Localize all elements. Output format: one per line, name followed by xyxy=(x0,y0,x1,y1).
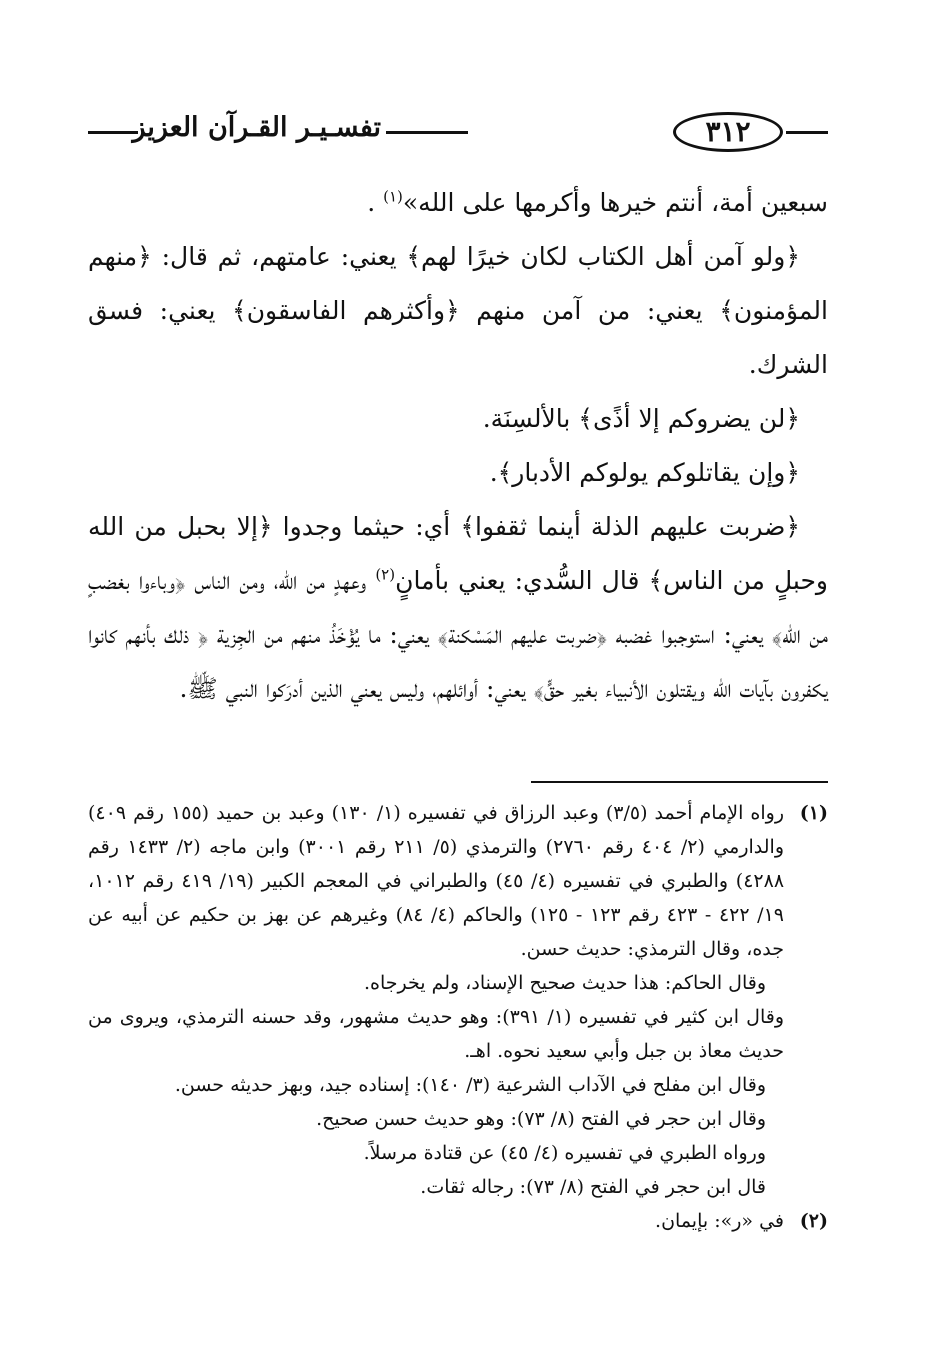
footnote-2 xyxy=(88,1204,828,1238)
footnote-1 xyxy=(88,796,828,1204)
body-paragraph: ﴿ضربت عليهم الذلة أينما ثقفوا﴾ أي: حيثما وجدوا ﴿إلا بحبل من الله وحبلٍ من الناس﴾ قال السُّدي: يعني بأمانٍ$^{(٢)}$ وعهدٍ من الله، ومن الناس ﴿وباءوا بغضبٍ من الله﴾ يعني: استوجبوا غضبه ﴿ضربت عليهم المَسْكنة﴾ يعني: ما يُؤْخَذُ منهم من الجِزية ﴿ ذلك بأنهم كانوا يكفرون بآيات الله ويقتلون الأنبياء بغير حقٍّ﴾ يعني: أوائلهم، وليس يعني الذين أدرَكوا النبي ﷺ. xyxy=(88,512,828,703)
page-number: ٣١٢ xyxy=(673,112,783,152)
body-paragraph: ﴿وإن يقاتلوكم يولوكم الأدبار﴾. xyxy=(489,458,800,487)
running-header xyxy=(88,110,828,154)
footnote-ref-2: (٢) xyxy=(375,565,396,584)
footnote-number: (٢) xyxy=(799,1210,828,1232)
footnote-content xyxy=(88,1204,784,1238)
footnote-number: (١) xyxy=(799,802,828,824)
body-paragraph: ﴿لن يضروكم إلا أذًى﴾ بالألسِنَة. xyxy=(482,404,800,433)
header-rule-left xyxy=(88,131,138,134)
footnote-text: قال ابن حجر في الفتح (٨/ ٧٣): رجاله ثقات. xyxy=(420,1176,766,1198)
footnote-text: في «ر»: بإيمان. xyxy=(655,1210,784,1232)
header-rule-middle xyxy=(386,131,468,134)
body-paragraph: سبعين أمة، أنتم خيرها وأكرمها على الله»$^{(١)}$ . xyxy=(367,187,828,217)
body-paragraph: ﴿ولو آمن أهل الكتاب لكان خيرًا لهم﴾ يعني: عامتهم، ثم قال: ﴿منهم المؤمنون﴾ يعني: من آمن منهم ﴿وأكثرهم الفاسقون﴾ يعني: فسق الشرك. xyxy=(88,242,828,379)
footnote-separator xyxy=(531,781,828,783)
footnote-text: وقال ابن كثير في تفسيره (١/ ٣٩١): وهو حديث مشهور، وقد حسنه الترمذي، ويروى من حديث معاذ بن جبل وأبي سعيد نحوه. اهـ. xyxy=(88,1006,784,1062)
footnote-text: وقال الحاكم: هذا حديث صحيح الإسناد، ولم يخرجاه. xyxy=(364,972,766,994)
footnote-text: رواه الإمام أحمد (٣/٥) وعبد الرزاق في تفسيره (١/ ١٣٠) وعبد بن حميد (١٥٥ رقم ٤٠٩) والدارمي (٢/ ٤٠٤ رقم ٢٧٦٠) والترمذي (٥/ ٢١١ رقم ٣٠٠١) وابن ماجه (٢/ ١٤٣٣ رقم ٤٢٨٨) والطبري في تفسيره (٤/ ٤٥) والطبراني في المعجم الكبير (١٩/ ٤١٩ رقم ١٠١٢، ١٩/ ٤٢٢ - ٤٢٣ رقم ١٢٣ - ١٢٥) والحاكم (٤/ ٨٤) وغيرهم عن بهز بن حكيم عن أبيه عن جده، وقال الترمذي: حديث حسن. xyxy=(88,802,785,960)
footnote-text: وقال ابن حجر في الفتح (٨/ ٧٣): وهو حديث حسن صحيح. xyxy=(316,1108,766,1130)
footnote-text: ورواه الطبري في تفسيره (٤/ ٤٥) عن قتادة مرسلاً. xyxy=(363,1142,766,1164)
footnotes xyxy=(88,796,828,1238)
footnote-text: وقال ابن مفلح في الآداب الشرعية (٣/ ١٤٠): إسناده جيد، وبهز حديثه حسن. xyxy=(174,1074,766,1096)
commentary-body xyxy=(88,176,828,716)
footnote-content xyxy=(88,796,784,1204)
header-title: تفسـيـر القـرآن العزيز xyxy=(132,112,381,143)
footnote-ref-1: (١) xyxy=(383,187,403,206)
header-rule-right xyxy=(786,131,828,134)
